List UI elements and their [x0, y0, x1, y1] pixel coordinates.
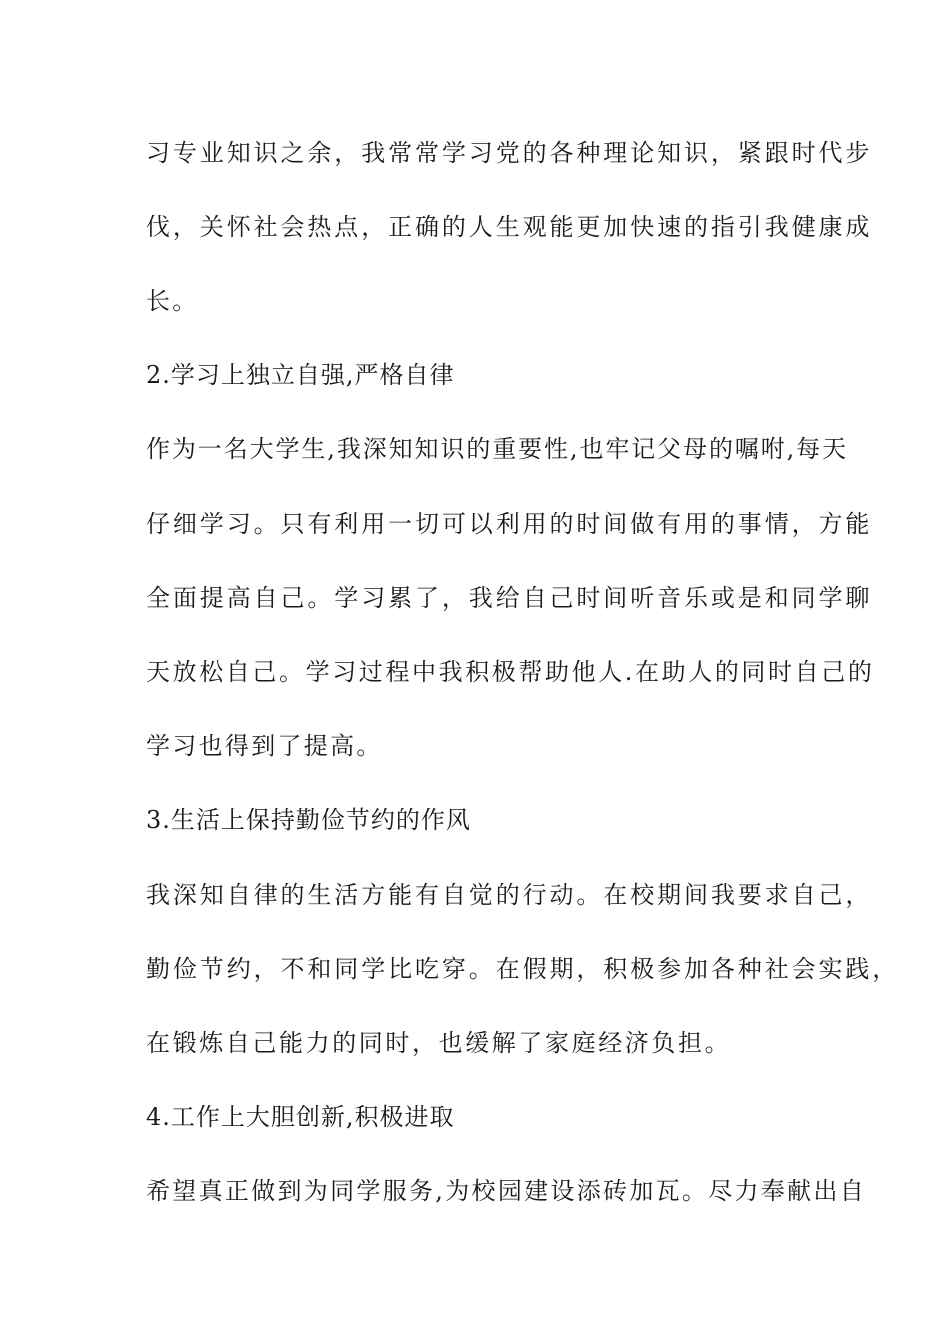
- paragraph-line: 我深知自律的生活方能有自觉的行动。在校期间我要求自己，: [146, 881, 873, 909]
- section-heading: 4.工作上大胆创新,积极进取: [146, 1103, 455, 1131]
- section-heading: 2.学习上独立自强,严格自律: [146, 361, 455, 389]
- paragraph-line: 学习也得到了提高。: [146, 732, 383, 760]
- paragraph-line: 仔细学习。只有利用一切可以利用的时间做有用的事情，方能: [146, 510, 873, 538]
- paragraph-line: 在锻炼自己能力的同时，也缓解了家庭经济负担。: [146, 1029, 732, 1057]
- section-heading: 3.生活上保持勤俭节约的作风: [146, 806, 471, 834]
- paragraph-line: 天放松自己。学习过程中我积极帮助他人.在助人的同时自己的: [146, 658, 875, 686]
- paragraph-line: 伐，关怀社会热点，正确的人生观能更加快速的指引我健康成: [146, 213, 873, 241]
- paragraph-line: 长。: [146, 287, 199, 315]
- paragraph-line: 习专业知识之余，我常常学习党的各种理论知识，紧跟时代步: [146, 139, 873, 167]
- paragraph-line: 勤俭节约，不和同学比吃穿。在假期，积极参加各种社会实践，: [146, 955, 900, 983]
- paragraph-line: 全面提高自己。学习累了，我给自己时间听音乐或是和同学聊: [146, 584, 873, 612]
- paragraph-line: 希望真正做到为同学服务,为校园建设添砖加瓦。尽力奉献出自: [146, 1177, 867, 1205]
- paragraph-line: 作为一名大学生,我深知知识的重要性,也牢记父母的嘱咐,每天: [146, 435, 848, 463]
